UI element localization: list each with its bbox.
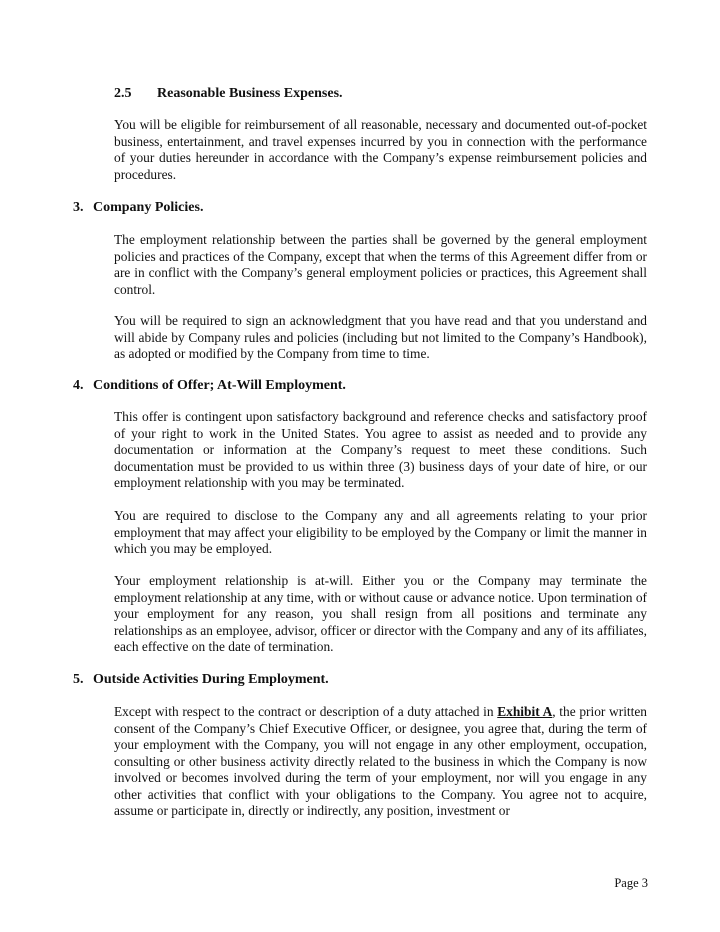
section-4-paragraph-3: Your employment relationship is at-will. Either you or the Company may terminate the employment relationship at any time, with or without cause or advance notice. Upon termination of your employment for any reason, you shall resign from all positions and terminate any relationships as an employee, advisor, officer or director with the Company and any of its affiliates, each effective on the date of termination.	[114, 573, 647, 654]
section-number: 3.	[73, 200, 84, 215]
exhibit-a-reference: Exhibit A	[497, 704, 553, 719]
section-title: Conditions of Offer; At-Will Employment.	[93, 378, 346, 393]
section-4-paragraph-1: This offer is contingent upon satisfactory background and reference checks and satisfactory proof of your right to work in the United States. You agree to assist as needed and to provide any documentation or information at the Company’s request to meet these conditions. Such documentation must be provided to us within three (3) business days of your date of hire, or our employment relationship with you may be terminated.	[114, 409, 647, 490]
section-3-heading	[73, 199, 203, 217]
section-4-paragraph-2: You are required to disclose to the Company any and all agreements relating to your prior employment that may affect your eligibility to be employed by the Company or limit the manner in which you may be employed.	[114, 508, 647, 556]
section-4-heading	[73, 377, 346, 395]
section-title: Outside Activities During Employment.	[93, 672, 329, 687]
page-number: Page 3	[614, 876, 648, 890]
section-2-5-heading	[114, 85, 343, 103]
section-number: 2.5	[114, 86, 132, 101]
section-number: 4.	[73, 378, 84, 393]
section-2-5-paragraph: You will be eligible for reimbursement of all reasonable, necessary and documented out-of-pocket business, entertainment, and travel expenses incurred by you in connection with the performance of your duties hereunder in accordance with the Company’s expense reimbursement policies and procedures.	[114, 117, 647, 182]
section-3-paragraph-2: You will be required to sign an acknowledgment that you have read and that you understand and will abide by Company rules and policies (including but not limited to the Company’s Handbook), as adopted or modified by the Company from time to time.	[114, 313, 647, 361]
section-5-heading	[73, 671, 329, 689]
section-3-paragraph-1: The employment relationship between the parties shall be governed by the general employment policies and practices of the Company, except that when the terms of this Agreement differ from or are in conflict with the Company’s general employment policies or practices, this Agreement shall control.	[114, 232, 647, 297]
section-title: Company Policies.	[93, 200, 204, 215]
paragraph-text-start: Except with respect to the contract or description of a duty attached in	[114, 704, 498, 719]
paragraph-text-end: , the prior written consent of the Company’s Chief Executive Officer, or designee, you agree that, during the term of your employment with the Company, you will not engage in any other employment, occupation, consulting or other business activity directly related to the business in which the Company is now involved or becomes involved during the term of your employment, nor will you engage in any other activities that conflict with your obligations to the Company. You agree not to acquire, assume or participate in, directly or indirectly, any position, investment or	[114, 704, 647, 818]
section-number: 5.	[73, 672, 84, 687]
section-5-paragraph	[114, 704, 647, 820]
section-title: Reasonable Business Expenses.	[157, 86, 343, 101]
